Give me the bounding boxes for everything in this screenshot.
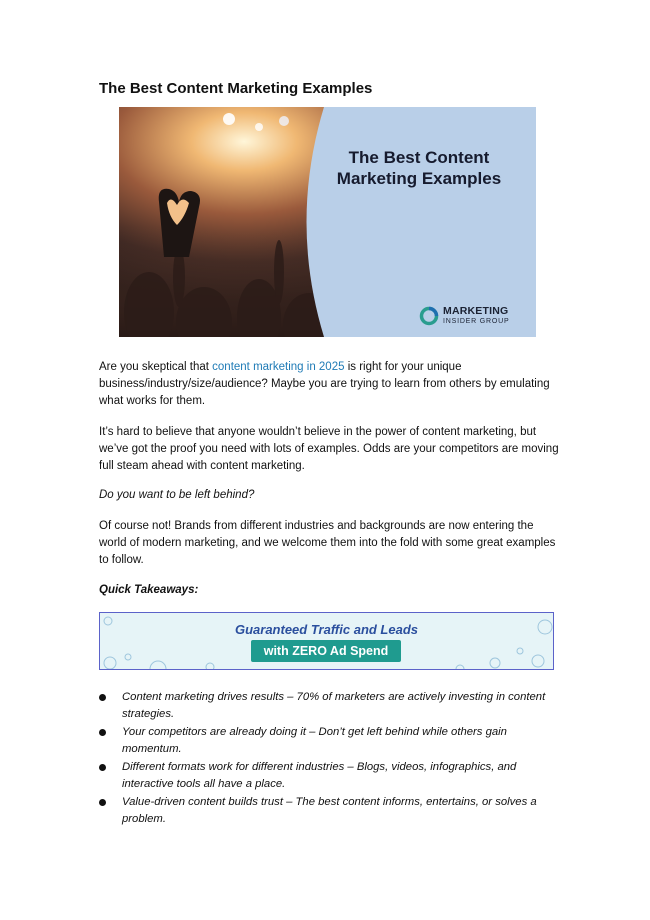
list-item [99, 759, 549, 793]
hero-title-line-1: The Best Content [348, 148, 490, 167]
intro-text-end: is right for your unique business/industry/size/audience? Maybe you are trying to learn from others by emulating what works for them. [99, 361, 550, 407]
bullet-icon [99, 729, 106, 736]
bullet-icon [99, 799, 106, 806]
intro-text-start: Are you skeptical that [99, 361, 213, 373]
list-item [99, 794, 549, 828]
list-item-text: Your competitors are already doing it – Don’t get left behind while others gain momentum. [122, 726, 507, 755]
intro-paragraph [99, 359, 559, 410]
hero-blue-panel [119, 107, 536, 337]
banner-headline: Guaranteed Traffic and Leads [234, 622, 419, 637]
banner-pill-button[interactable]: with ZERO Ad Spend [251, 640, 401, 662]
hero-title [319, 147, 519, 189]
question-line: Do you want to be left behind? [99, 489, 255, 501]
hero-banner [119, 107, 536, 337]
page-title: The Best Content Marketing Examples [99, 80, 373, 97]
list-item-text: Different formats work for different industries – Blogs, videos, infographics, and interactive tools all have a place. [122, 761, 517, 790]
takeaways-heading: Quick Takeaways: [99, 584, 199, 596]
content-marketing-link[interactable]: content marketing in 2025 [212, 361, 345, 373]
logo-text-sub: INSIDER GROUP [443, 318, 510, 325]
paragraph-proof: It’s hard to believe that anyone wouldn’t believe in the power of content marketing, but we’ve got the proof you need with lots of examples. Odds are your competitors are moving full steam ahead with content marketing. [99, 426, 559, 472]
takeaways-list [99, 689, 549, 829]
logo-text-main: MARKETING [443, 305, 509, 317]
bullet-icon [99, 764, 106, 771]
list-item [99, 689, 549, 723]
logo-ring-icon [419, 306, 439, 326]
paragraph-brands: Of course not! Brands from different industries and backgrounds are now entering the world of modern marketing, and we welcome them into the fold with some great examples to follow. [99, 520, 556, 566]
bullet-icon [99, 694, 106, 701]
hero-title-line-2: Marketing Examples [336, 169, 502, 188]
traffic-leads-banner[interactable] [99, 612, 554, 670]
list-item [99, 724, 549, 758]
list-item-text: Value-driven content builds trust – The best content informs, entertains, or solves a problem. [122, 796, 537, 825]
list-item-text: Content marketing drives results – 70% of marketers are actively investing in content strategies. [122, 691, 546, 720]
